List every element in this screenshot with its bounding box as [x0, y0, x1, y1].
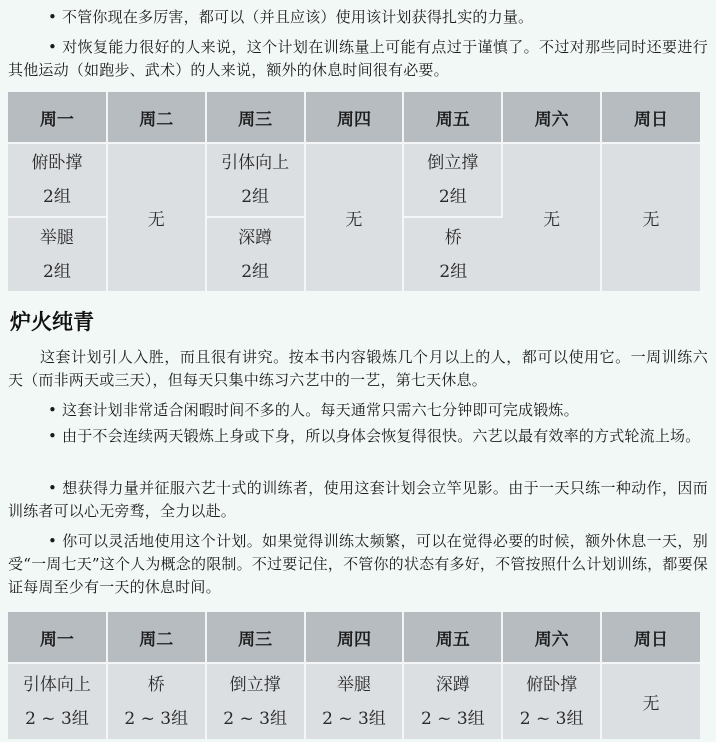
header-thu: 周四 — [305, 92, 404, 143]
table-row — [8, 143, 700, 217]
sun-rest: 无 — [601, 143, 700, 291]
header-sun: 周日 — [601, 612, 700, 663]
sat-exercise: 俯卧撑 2 ~ 3组 — [502, 663, 601, 739]
wed-exercise-1: 引体向上 2组 — [206, 143, 305, 217]
tue-rest: 无 — [107, 143, 206, 291]
fri-exercise-2: 桥 2组 — [403, 217, 502, 291]
section-bullet-4: • 你可以灵活地使用这个计划。如果觉得训练太频繁，可以在觉得必要的时候，额外休息一天，别受“一周七天”这个人为概念的限制。不过要记住，不管你的状态有多好，不管按照什么计划训练，都要保证每周至少有一天的休息时间。 — [8, 532, 708, 596]
fri-exercise: 深蹲 2 ~ 3组 — [403, 663, 502, 739]
header-sun: 周日 — [601, 92, 700, 143]
header-thu: 周四 — [305, 612, 404, 663]
mon-exercise: 引体向上 2 ~ 3组 — [8, 663, 107, 739]
header-mon: 周一 — [8, 612, 107, 663]
section-bullet-2: • 由于不会连续两天锻炼上身或下身，所以身体会恢复得很快。六艺以最有效率的方式轮流上场。 — [48, 427, 701, 445]
sun-rest: 无 — [601, 663, 700, 739]
wed-exercise: 倒立撑 2 ~ 3组 — [206, 663, 305, 739]
sat-rest: 无 — [502, 143, 601, 291]
wed-exercise-2: 深蹲 2组 — [206, 217, 305, 291]
header-sat: 周六 — [502, 92, 601, 143]
intro-bullet-2: • 对恢复能力很好的人来说，这个计划在训练量上可能有点过于谨慎了。不过对那些同时还要进行其他运动（如跑步、武术）的人来说，额外的休息时间很有必要。 — [8, 38, 708, 79]
thu-exercise: 举腿 2 ~ 3组 — [305, 663, 404, 739]
header-wed: 周三 — [206, 92, 305, 143]
header-fri: 周五 — [403, 612, 502, 663]
header-tue: 周二 — [107, 92, 206, 143]
header-wed: 周三 — [206, 612, 305, 663]
intro-bullet-1: • 不管你现在多厉害，都可以（并且应该）使用该计划获得扎实的力量。 — [48, 8, 534, 26]
section-bullet-1: • 这套计划非常适合闲暇时间不多的人。每天通常只需六七分钟即可完成锻炼。 — [48, 401, 579, 419]
header-mon: 周一 — [8, 92, 107, 143]
header-tue: 周二 — [107, 612, 206, 663]
table-header-row — [8, 92, 700, 143]
header-sat: 周六 — [502, 612, 601, 663]
table-row — [8, 663, 700, 739]
section-bullet-3: • 想获得力量并征服六艺十式的训练者，使用这套计划会立竿见影。由于一天只练一种动作，因而训练者可以心无旁骛，全力以赴。 — [8, 479, 708, 520]
table-header-row — [8, 612, 700, 663]
thu-rest: 无 — [305, 143, 404, 291]
mon-exercise-2: 举腿 2组 — [8, 217, 107, 291]
section-intro: 这套计划引人入胜，而且很有讲究。按本书内容锻炼几个月以上的人，都可以使用它。一周训练六天（而非两天或三天），但每天只集中练习六艺中的一艺，第七天休息。 — [8, 348, 708, 389]
fri-exercise-1: 倒立撑 2组 — [403, 143, 502, 217]
weekly-schedule-table-1 — [8, 92, 700, 291]
weekly-schedule-table-2 — [8, 612, 700, 739]
section-title: 炉火纯青 — [10, 310, 94, 334]
mon-exercise-1: 俯卧撑 2组 — [8, 143, 107, 217]
tue-exercise: 桥 2 ~ 3组 — [107, 663, 206, 739]
header-fri: 周五 — [403, 92, 502, 143]
